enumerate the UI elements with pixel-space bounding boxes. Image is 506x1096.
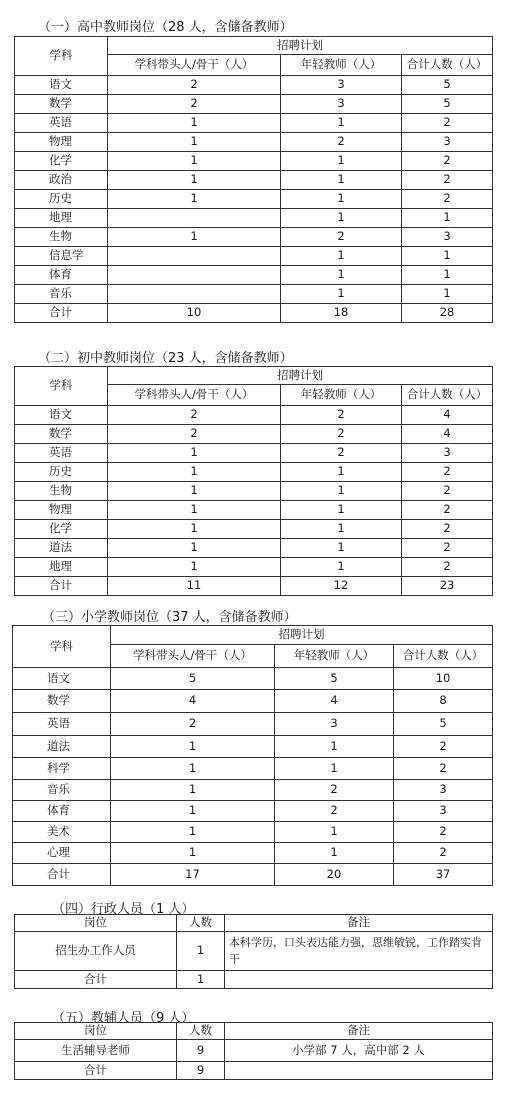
value-cell: 5: [111, 668, 275, 690]
value-cell: 2: [402, 539, 493, 558]
value-cell: 4: [402, 406, 493, 425]
total-value: 17: [111, 864, 275, 886]
subject-cell: 地理: [15, 558, 108, 577]
value-cell: 3: [402, 444, 493, 463]
value-cell: 3: [281, 76, 402, 95]
total-note: [225, 1062, 493, 1080]
position-cell: 招生办工作人员: [15, 932, 177, 971]
value-cell: 1: [111, 801, 275, 822]
value-cell: 2: [402, 463, 493, 482]
total-value: 10: [108, 304, 281, 323]
table-row: [15, 190, 493, 209]
subject-cell: 科学: [13, 758, 111, 780]
table-row: [15, 171, 493, 190]
header-row: [15, 37, 493, 55]
value-cell: 1: [281, 501, 402, 520]
total-row: [15, 1062, 493, 1080]
total-value: 11: [108, 577, 281, 596]
table-row: [13, 758, 493, 780]
value-cell: 1: [108, 114, 281, 133]
subject-cell: 信息学: [15, 247, 108, 266]
subject-cell: 政治: [15, 171, 108, 190]
value-cell: 1: [281, 482, 402, 501]
value-cell: 2: [281, 425, 402, 444]
subject-cell: 英语: [15, 114, 108, 133]
table-row: [15, 114, 493, 133]
value-cell: 1: [281, 152, 402, 171]
value-cell: 2: [402, 171, 493, 190]
table-row: [15, 444, 493, 463]
value-cell: 1: [281, 209, 402, 228]
value-cell: 2: [394, 758, 493, 780]
subject-header: 学科: [13, 626, 111, 668]
value-cell: 3: [402, 133, 493, 152]
value-cell: 1: [108, 171, 281, 190]
value-cell: 2: [402, 190, 493, 209]
value-cell: 5: [394, 713, 493, 736]
value-cell: 1: [108, 190, 281, 209]
value-cell: 3: [402, 228, 493, 247]
admin-table: [14, 914, 493, 989]
value-cell: 2: [281, 406, 402, 425]
value-cell: 2: [275, 801, 394, 822]
value-cell: 1: [402, 247, 493, 266]
value-cell: [108, 285, 281, 304]
subject-cell: 体育: [15, 266, 108, 285]
column-header: 合计人数（人）: [402, 55, 493, 76]
total-value: 20: [275, 864, 394, 886]
total-value: 1: [177, 971, 225, 989]
table-row: [15, 501, 493, 520]
value-cell: 2: [402, 114, 493, 133]
table-row: [15, 228, 493, 247]
table-row: [13, 713, 493, 736]
value-cell: 3: [394, 780, 493, 801]
value-cell: 2: [108, 406, 281, 425]
value-cell: 2: [402, 520, 493, 539]
table-row: [13, 843, 493, 864]
subject-cell: 心理: [13, 843, 111, 864]
table-row: [15, 425, 493, 444]
column-header: 岗位: [15, 915, 177, 932]
note-cell: 本科学历，口头表达能力强，思维敏锐，工作踏实肯干: [225, 932, 493, 971]
table-row: [13, 801, 493, 822]
table-row: [15, 406, 493, 425]
column-header: 人数: [177, 1023, 225, 1040]
table-row: [13, 690, 493, 713]
value-cell: [108, 247, 281, 266]
value-cell: 1: [281, 114, 402, 133]
note-cell: 小学部 7 人，高中部 2 人: [225, 1040, 493, 1062]
value-cell: 1: [281, 520, 402, 539]
total-label: 合计: [15, 304, 108, 323]
count-cell: 1: [177, 932, 225, 971]
value-cell: 1: [108, 444, 281, 463]
table-row: [13, 780, 493, 801]
section-title-primary: （三）小学教师岗位（37 人，含储备教师）: [42, 610, 297, 625]
value-cell: 1: [108, 520, 281, 539]
table-row: [15, 133, 493, 152]
column-header: 合计人数（人）: [394, 645, 493, 668]
table-row: [15, 463, 493, 482]
total-note: [225, 971, 493, 989]
value-cell: 8: [394, 690, 493, 713]
table-row: [15, 152, 493, 171]
value-cell: 1: [275, 736, 394, 758]
senior-high-table: [14, 36, 493, 323]
table-row: [15, 76, 493, 95]
total-row: [15, 577, 493, 596]
subject-cell: 语文: [15, 406, 108, 425]
junior-high-table: [14, 366, 493, 596]
column-header: 备注: [225, 915, 493, 932]
value-cell: 3: [394, 801, 493, 822]
section-title-junior-high: （二）初中教师岗位（23 人，含储备教师）: [38, 351, 293, 366]
value-cell: 1: [111, 758, 275, 780]
plan-header: 招聘计划: [108, 367, 493, 385]
count-cell: 9: [177, 1040, 225, 1062]
value-cell: 1: [275, 758, 394, 780]
section-title-senior-high: （一）高中教师岗位（28 人，含储备教师）: [38, 20, 293, 35]
table-row: [15, 520, 493, 539]
value-cell: 2: [111, 713, 275, 736]
value-cell: 2: [108, 425, 281, 444]
column-header: 人数: [177, 915, 225, 932]
value-cell: 2: [281, 133, 402, 152]
subject-cell: 生物: [15, 228, 108, 247]
value-cell: [108, 209, 281, 228]
table-row: [15, 1040, 493, 1062]
value-cell: 1: [111, 843, 275, 864]
subject-cell: 化学: [15, 152, 108, 171]
value-cell: 2: [394, 822, 493, 843]
column-header: 年轻教师（人）: [281, 385, 402, 406]
value-cell: 1: [108, 152, 281, 171]
subject-cell: 道法: [15, 539, 108, 558]
header-row: [15, 1023, 493, 1040]
subject-cell: 生物: [15, 482, 108, 501]
value-cell: 1: [108, 228, 281, 247]
total-label: 合计: [15, 1062, 177, 1080]
table-row: [15, 932, 493, 971]
column-header: 年轻教师（人）: [275, 645, 394, 668]
table-row: [13, 822, 493, 843]
value-cell: 3: [275, 713, 394, 736]
subject-cell: 语文: [13, 668, 111, 690]
column-header: 岗位: [15, 1023, 177, 1040]
subject-cell: 英语: [13, 713, 111, 736]
table-row: [15, 95, 493, 114]
column-header: 学科带头人/骨干（人）: [111, 645, 275, 668]
table-row: [15, 266, 493, 285]
table-row: [13, 668, 493, 690]
subject-cell: 地理: [15, 209, 108, 228]
subject-cell: 语文: [15, 76, 108, 95]
subject-header: 学科: [15, 367, 108, 406]
subject-cell: 体育: [13, 801, 111, 822]
value-cell: 1: [108, 482, 281, 501]
value-cell: 1: [281, 247, 402, 266]
total-row: [15, 971, 493, 989]
subject-cell: 数学: [15, 95, 108, 114]
table-row: [15, 247, 493, 266]
value-cell: 1: [108, 463, 281, 482]
value-cell: 1: [281, 539, 402, 558]
total-label: 合计: [15, 971, 177, 989]
value-cell: 5: [402, 95, 493, 114]
column-header: 备注: [225, 1023, 493, 1040]
plan-header: 招聘计划: [111, 626, 493, 645]
column-header: 学科带头人/骨干（人）: [108, 55, 281, 76]
value-cell: 1: [275, 843, 394, 864]
header-row: [15, 915, 493, 932]
value-cell: 2: [108, 76, 281, 95]
subject-cell: 物理: [15, 501, 108, 520]
total-value: 9: [177, 1062, 225, 1080]
table-row: [15, 482, 493, 501]
header-row: [13, 626, 493, 645]
value-cell: 2: [402, 482, 493, 501]
value-cell: 2: [281, 228, 402, 247]
total-label: 合计: [13, 864, 111, 886]
subject-cell: 英语: [15, 444, 108, 463]
value-cell: 3: [281, 95, 402, 114]
value-cell: 1: [111, 736, 275, 758]
subject-cell: 道法: [13, 736, 111, 758]
value-cell: 2: [402, 152, 493, 171]
value-cell: 1: [275, 822, 394, 843]
value-cell: 1: [281, 463, 402, 482]
value-cell: 2: [394, 843, 493, 864]
value-cell: 1: [111, 780, 275, 801]
value-cell: 2: [275, 780, 394, 801]
value-cell: 4: [402, 425, 493, 444]
total-row: [15, 304, 493, 323]
column-header: 年轻教师（人）: [281, 55, 402, 76]
value-cell: 1: [402, 285, 493, 304]
value-cell: 1: [111, 822, 275, 843]
value-cell: [108, 266, 281, 285]
subject-cell: 历史: [15, 190, 108, 209]
primary-table: [12, 625, 493, 886]
value-cell: 1: [281, 266, 402, 285]
table-row: [15, 285, 493, 304]
value-cell: 1: [281, 171, 402, 190]
total-row: [13, 864, 493, 886]
total-value: 28: [402, 304, 493, 323]
header-row: [15, 367, 493, 385]
subject-cell: 音乐: [13, 780, 111, 801]
value-cell: 1: [402, 266, 493, 285]
value-cell: 4: [111, 690, 275, 713]
value-cell: 10: [394, 668, 493, 690]
value-cell: 1: [108, 501, 281, 520]
subject-cell: 物理: [15, 133, 108, 152]
total-label: 合计: [15, 577, 108, 596]
value-cell: 1: [281, 558, 402, 577]
value-cell: 1: [402, 209, 493, 228]
value-cell: 1: [281, 190, 402, 209]
subject-cell: 化学: [15, 520, 108, 539]
table-row: [15, 209, 493, 228]
total-value: 18: [281, 304, 402, 323]
plan-header: 招聘计划: [108, 37, 493, 55]
subject-cell: 历史: [15, 463, 108, 482]
value-cell: 1: [108, 558, 281, 577]
column-header: 合计人数（人）: [402, 385, 493, 406]
value-cell: 2: [402, 501, 493, 520]
value-cell: 1: [281, 285, 402, 304]
section-title-support: （五）教辅人员（9 人）: [52, 1011, 195, 1026]
section-title-admin: （四）行政人员（1 人）: [52, 902, 195, 917]
total-value: 12: [281, 577, 402, 596]
subject-cell: 数学: [15, 425, 108, 444]
value-cell: 2: [108, 95, 281, 114]
position-cell: 生活辅导老师: [15, 1040, 177, 1062]
table-row: [15, 558, 493, 577]
column-header: 学科带头人/骨干（人）: [108, 385, 281, 406]
value-cell: 5: [402, 76, 493, 95]
subject-header: 学科: [15, 37, 108, 76]
value-cell: 2: [281, 444, 402, 463]
value-cell: 4: [275, 690, 394, 713]
value-cell: 2: [394, 736, 493, 758]
support-table: [14, 1022, 493, 1080]
total-value: 23: [402, 577, 493, 596]
value-cell: 2: [402, 558, 493, 577]
value-cell: 5: [275, 668, 394, 690]
subject-cell: 数学: [13, 690, 111, 713]
total-value: 37: [394, 864, 493, 886]
value-cell: 1: [108, 133, 281, 152]
table-row: [15, 539, 493, 558]
subject-cell: 美术: [13, 822, 111, 843]
subject-cell: 音乐: [15, 285, 108, 304]
value-cell: 1: [108, 539, 281, 558]
table-row: [13, 736, 493, 758]
